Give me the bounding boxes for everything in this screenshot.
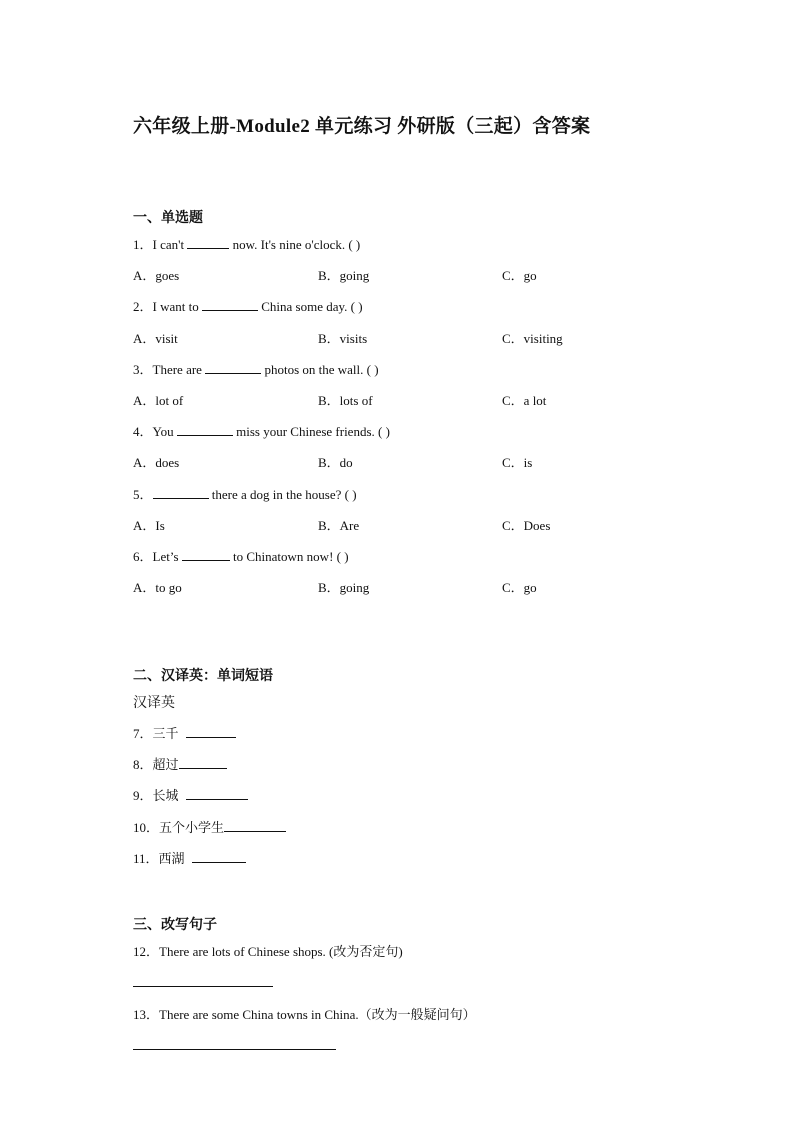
question-1-option-c: C．go: [502, 268, 537, 283]
section-heading-multiple-choice: 一、单选题: [133, 211, 203, 226]
answer-line: [133, 986, 273, 987]
answer-blank: [205, 361, 261, 374]
answer-blank: [186, 725, 236, 738]
question-6-option-a: A．to go: [133, 580, 182, 595]
question-2-option-b: B．visits: [318, 331, 368, 346]
question-13: 13．There are some China towns in China.（改为一般疑问句）: [133, 1007, 476, 1022]
question-5: 5． there a dog in the house? ( ): [133, 487, 357, 502]
answer-line: [133, 1049, 336, 1050]
answer-blank: [187, 236, 229, 249]
answer-blank: [182, 548, 230, 561]
question-2-option-c: C．visiting: [502, 331, 563, 346]
question-1-option-a: A．goes: [133, 268, 180, 283]
question-3: 3．There are photos on the wall. ( ): [133, 362, 379, 377]
answer-blank: [202, 298, 258, 311]
question-3-option-c: C．a lot: [502, 393, 547, 408]
question-7: 7．三千: [133, 723, 236, 742]
section-heading-rewrite: 三、改写句子: [133, 918, 217, 933]
question-9: 9．长城: [133, 785, 248, 804]
section-heading-translation: 二、汉译英：单词短语: [133, 669, 273, 684]
question-11: 11．西湖: [133, 848, 246, 867]
question-6-option-c: C．go: [502, 580, 537, 595]
question-8: 8．超过: [133, 754, 227, 773]
question-10: 10．五个小学生: [133, 817, 286, 836]
question-3-option-b: B．lots of: [318, 393, 373, 408]
answer-blank: [153, 486, 209, 499]
section-subheading: 汉译英: [133, 696, 175, 711]
question-12: 12．There are lots of Chinese shops. (改为否定句): [133, 944, 403, 959]
question-4-option-c: C．is: [502, 455, 533, 470]
question-5-option-a: A．Is: [133, 518, 165, 533]
question-5-option-c: C．Does: [502, 518, 551, 533]
answer-blank: [186, 787, 248, 800]
question-5-option-b: B．Are: [318, 518, 360, 533]
question-1-option-b: B．going: [318, 268, 370, 283]
page-title: 六年级上册-Module2 单元练习 外研版（三起）含答案: [133, 116, 591, 137]
answer-blank: [177, 423, 233, 436]
question-1: 1．I can't now. It's nine o'clock. ( ): [133, 237, 361, 252]
question-2-option-a: A．visit: [133, 331, 178, 346]
question-3-option-a: A．lot of: [133, 393, 184, 408]
question-4-option-a: A．does: [133, 455, 180, 470]
answer-blank: [224, 819, 286, 832]
question-2: 2．I want to China some day. ( ): [133, 299, 363, 314]
question-6: 6．Let’s to Chinatown now! ( ): [133, 549, 349, 564]
question-4-option-b: B．do: [318, 455, 353, 470]
answer-blank: [179, 756, 227, 769]
answer-blank: [192, 850, 246, 863]
question-4: 4．You miss your Chinese friends. ( ): [133, 424, 390, 439]
question-6-option-b: B．going: [318, 580, 370, 595]
